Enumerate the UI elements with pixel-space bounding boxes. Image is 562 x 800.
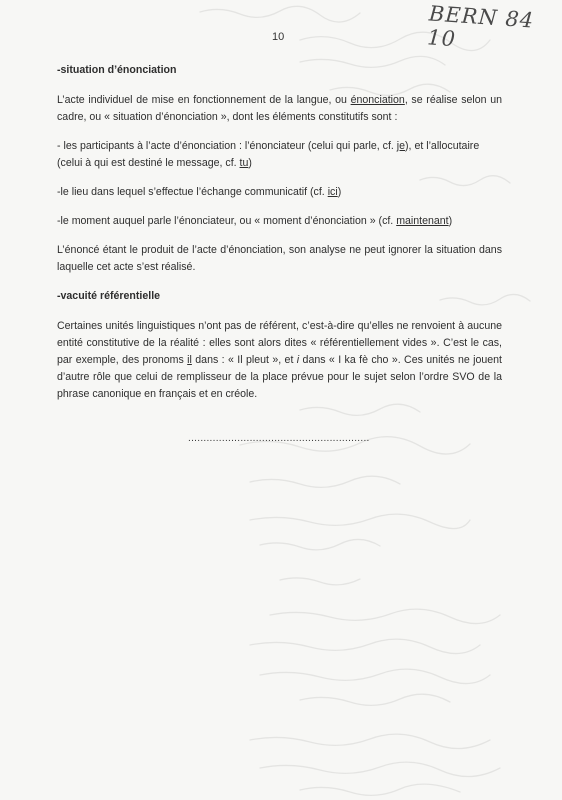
term-enonciation: énonciation [350, 94, 405, 106]
paragraph-conclusion: L’énoncé étant le produit de l’acte d’énonciation, son analyse ne peut ignorer la situation dans laquelle cet acte s’est réalisé. [57, 244, 502, 273]
text-run: - les participants à l’acte d’énonciation : l’énonciateur (celui qui parle, cf. [57, 140, 397, 152]
text-run: L’acte individuel de mise en fonctionnement de la langue, ou [57, 94, 351, 106]
text-run: ) [248, 157, 252, 169]
paragraph-intro [57, 92, 502, 126]
text-run: ) [448, 215, 453, 227]
text-run: ), et l’allocutaire (celui à qui est destiné le message, cf. [57, 140, 480, 169]
term-je: je [396, 140, 406, 152]
page-number: 10 [272, 31, 285, 43]
paragraph-lieu [57, 184, 502, 201]
text-run: ) [337, 186, 342, 198]
term-maintenant: maintenant [396, 215, 449, 227]
paragraph-moment [57, 213, 502, 230]
term-i: i [296, 354, 300, 366]
text-run: -le moment auquel parle l’énonciateur, ou « moment d’énonciation » (cf. [57, 215, 397, 227]
text-run: -le lieu dans lequel s’effectue l’échange communicatif (cf. [57, 186, 328, 198]
text-run: Certaines unités linguistiques n’ont pas de référent, c’est-à-dire qu’elles ne renvoient à aucune entité constitutive de la réalité : elles sont alors dites « référentiellement vides ». C’est le cas, par exemple, des pronoms [57, 320, 502, 366]
section-heading-vacuite: -vacuité référentielle [57, 290, 161, 302]
archive-stamp: BERN 84 10 [426, 1, 535, 52]
dotted-separator: ........................................................... [188, 433, 370, 444]
paragraph-participants [57, 138, 502, 172]
section-heading-situation: -situation d’énonciation [57, 64, 177, 76]
text-run: , se réalise selon un cadre, ou « situation d’énonciation », dont les éléments constitutifs sont : [57, 94, 502, 123]
term-tu: tu [239, 157, 249, 169]
document-body [57, 62, 502, 415]
text-run: dans « I ka fè cho ». Ces unités ne jouent d’autre rôle que celui de remplisseur de la place prévue pour le sujet selon l’ordre SVO de la phrase canonique en français et en créole. [57, 354, 502, 400]
term-il: il [187, 354, 192, 366]
text-run: dans : « Il pleut », et [191, 354, 297, 366]
term-ici: ici [327, 186, 338, 198]
paragraph-vacuite [57, 318, 502, 403]
